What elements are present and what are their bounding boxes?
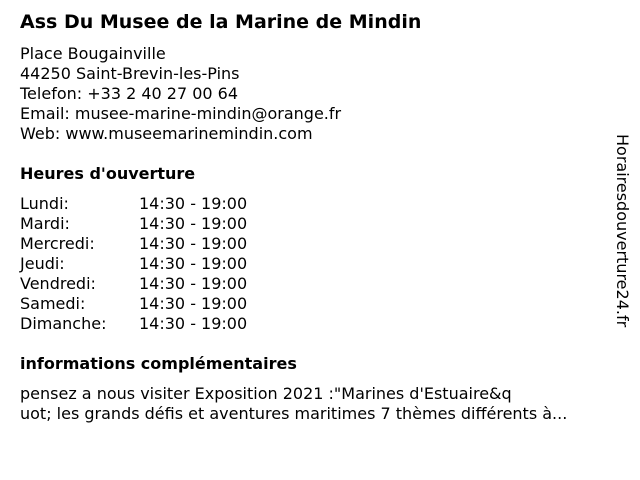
hours-row <box>20 294 247 314</box>
time-range: 14:30 - 19:00 <box>139 274 248 293</box>
day-label: Dimanche: <box>20 314 107 333</box>
info-line: pensez a nous visiter Exposition 2021 :"Marines d'Estuaire&q <box>20 384 512 403</box>
watermark-text: Horairesdouverture24.fr <box>613 134 632 328</box>
day-label: Samedi: <box>20 294 86 313</box>
hours-row <box>20 254 247 274</box>
city-address: 44250 Saint-Brevin-les-Pins <box>20 64 240 83</box>
time-range: 14:30 - 19:00 <box>139 294 248 313</box>
opening-hours-heading: Heures d'ouverture <box>20 164 196 183</box>
address-block <box>20 44 341 144</box>
site-watermark <box>608 134 638 344</box>
time-range: 14:30 - 19:00 <box>139 314 248 333</box>
page-title: Ass Du Musee de la Marine de Mindin <box>20 11 422 33</box>
hours-row <box>20 234 247 254</box>
email-address: Email: musee-marine-mindin@orange.fr <box>20 104 342 123</box>
day-label: Mercredi: <box>20 234 95 253</box>
time-range: 14:30 - 19:00 <box>139 234 248 253</box>
day-label: Vendredi: <box>20 274 96 293</box>
street-address: Place Bougainville <box>20 44 166 63</box>
time-range: 14:30 - 19:00 <box>139 214 248 233</box>
hours-row <box>20 274 247 294</box>
day-label: Lundi: <box>20 194 69 213</box>
hours-row <box>20 194 247 214</box>
opening-hours-table <box>20 194 247 334</box>
additional-info-text <box>20 384 620 424</box>
info-line: uot; les grands défis et aventures maritimes 7 thèmes différents à... <box>20 404 568 423</box>
time-range: 14:30 - 19:00 <box>139 254 248 273</box>
time-range: 14:30 - 19:00 <box>139 194 248 213</box>
day-label: Jeudi: <box>20 254 65 273</box>
phone-number: Telefon: +33 2 40 27 00 64 <box>20 84 239 103</box>
hours-row <box>20 314 247 334</box>
additional-info-heading: informations complémentaires <box>20 354 297 373</box>
website: Web: www.museemarinemindin.com <box>20 124 313 143</box>
hours-row <box>20 214 247 234</box>
day-label: Mardi: <box>20 214 70 233</box>
